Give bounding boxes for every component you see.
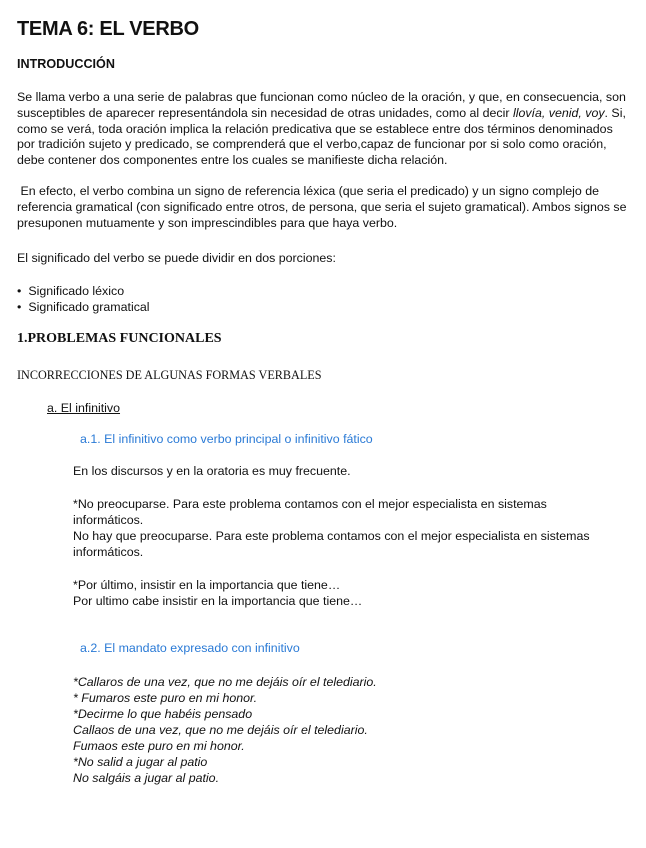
intro-heading: INTRODUCCIÓN [17, 57, 115, 71]
list-item: *Callaros de una vez, que no me dejáis oír el telediario. [73, 675, 377, 689]
section-subheading: INCORRECCIONES DE ALGUNAS FORMAS VERBALES [17, 368, 322, 382]
example-correct: Por ultimo cabe insistir en la importancia que tiene… [73, 594, 363, 608]
a1-example-1 [73, 496, 618, 560]
list-item: • Significado gramatical [17, 300, 150, 314]
subsection-a1-title: a.1. El infinitivo como verbo principal o infinitivo fático [80, 432, 373, 446]
intro-p1-italic-examples: llovía, venid, voy [512, 105, 605, 120]
intro-p1-text-cont: . Si, como se verá, toda oración implica la relación predicativa que se establece entre dos términos denominados por tradición sujeto y predicado, se comprenderá que el verbo,capaz de funcionar por si solo como oración, debe contener dos componentes entre los cuales se manifieste dicha relación. [17, 105, 626, 168]
list-item: No salgáis a jugar al patio. [73, 771, 220, 785]
a1-line: En los discursos y en la oratoria es muy frecuente. [73, 464, 351, 478]
a1-example-2 [73, 577, 618, 609]
list-item: Callaos de una vez, que no me dejáis oír el telediario. [73, 723, 368, 737]
bullet-icon: • [17, 284, 22, 298]
page-title: TEMA 6: EL VERBO [17, 18, 199, 40]
example-incorrect: *Por último, insistir en la importancia que tiene… [73, 578, 341, 592]
intro-paragraph-3: El significado del verbo se puede dividir en dos porciones: [17, 251, 336, 265]
example-incorrect: *No preocuparse. Para este problema contamos con el mejor especialista en sistemas informáticos. [73, 497, 547, 527]
intro-paragraph-2: En efecto, el verbo combina un signo de referencia léxica (que seria el predicado) y un signo complejo de referencia gramatical (con significado entre otros, de persona, que seria el sujeto gramatical). Ambos signos se presuponen mutuamente y son imprescindibles para que haya verbo. [17, 184, 630, 230]
list-item: * Fumaros este puro en mi honor. [73, 691, 258, 705]
subsection-a2-title: a.2. El mandato expresado con infinitivo [80, 641, 300, 655]
list-item: Fumaos este puro en mi honor. [73, 739, 245, 753]
bullet-icon: • [17, 300, 22, 314]
intro-p1-text: Se llama verbo a una serie de palabras que funcionan como núcleo de la oración, y que, en consecuencia, son susceptibles de aparecer representándola sin necesidad de otras unidades, como al decir [17, 90, 626, 120]
list-item: *No salid a jugar al patio [73, 755, 208, 769]
list-item: *Decirme lo que habéis pensado [73, 707, 253, 721]
intro-paragraph-1 [17, 90, 632, 169]
a2-examples [73, 674, 618, 786]
list-item: • Significado léxico [17, 284, 125, 298]
subsection-a-title: a. El infinitivo [47, 401, 121, 415]
section-heading: 1.PROBLEMAS FUNCIONALES [17, 331, 222, 346]
example-correct: No hay que preocuparse. Para este problema contamos con el mejor especialista en sistemas informáticos. [73, 529, 590, 559]
bullet-list [17, 283, 150, 315]
